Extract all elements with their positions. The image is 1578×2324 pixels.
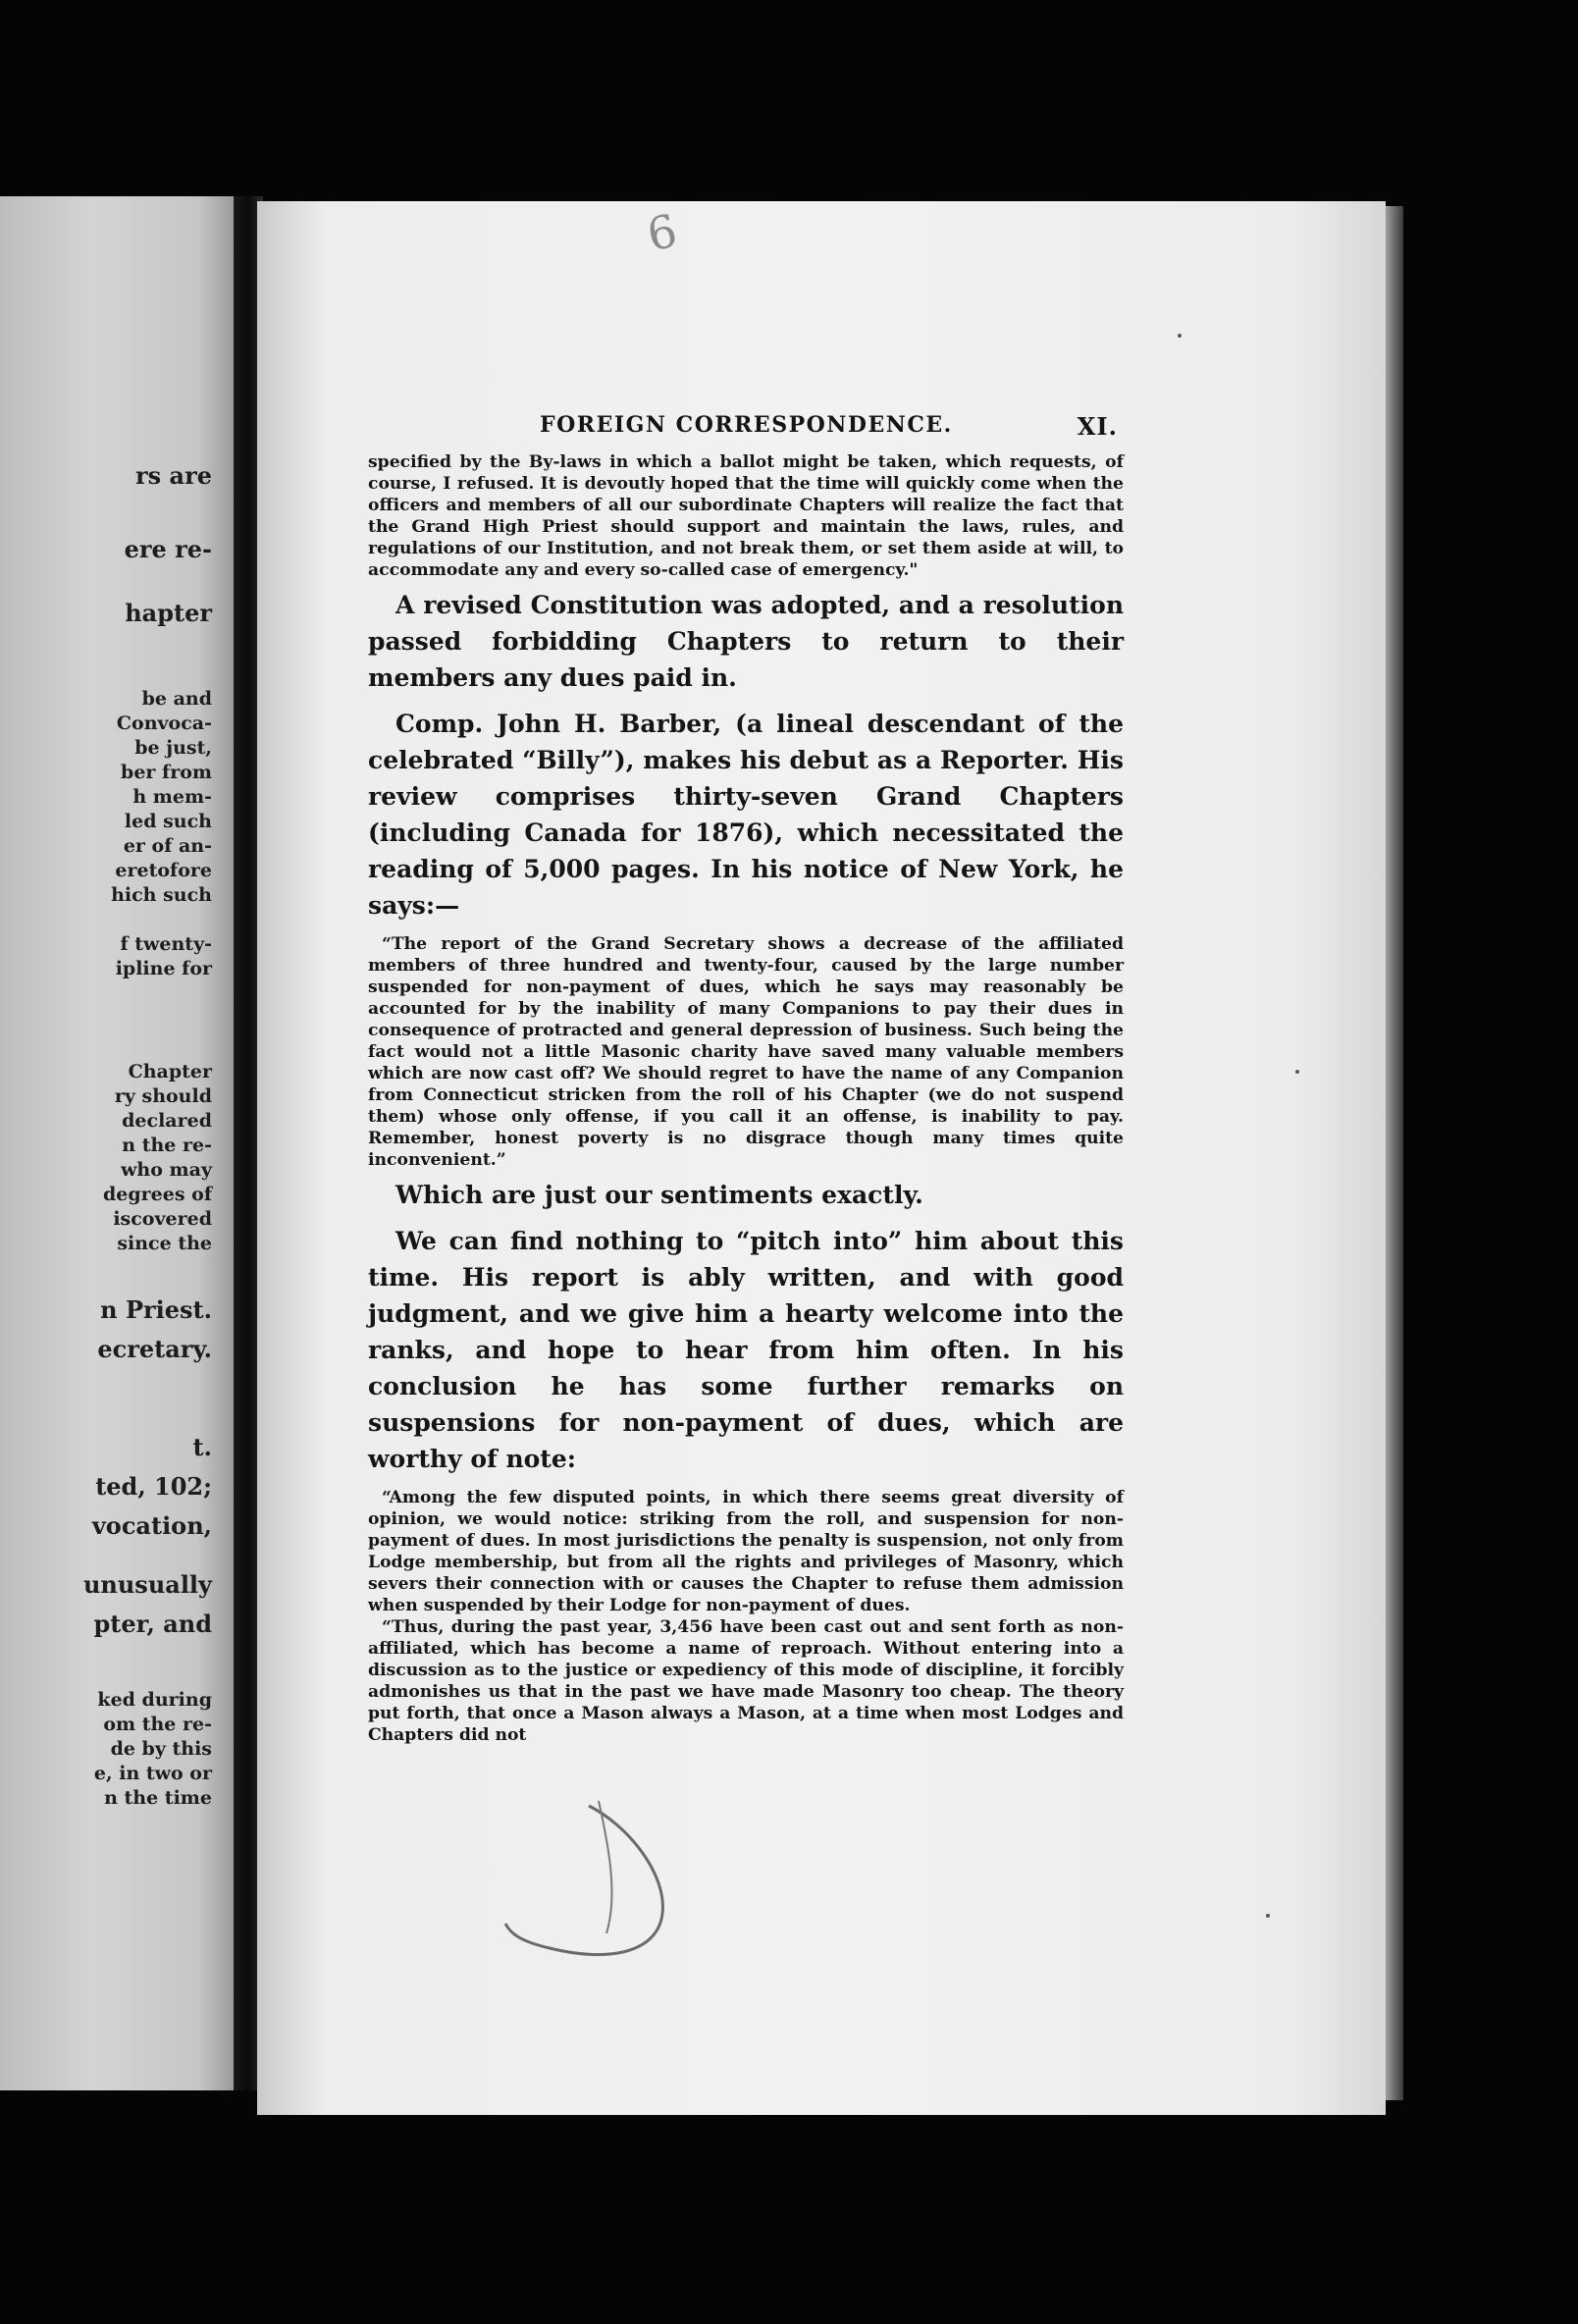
quote-suspensions <box>368 1487 1124 1746</box>
quote-suspensions-text-2: “Thus, during the past year, 3,456 have been cast out and sent forth as non-affiliated, which has become a name of reproach. Without entering into a discussion as to the justice or expediency of this mode of discipline, it forcibly admonishes us that in the past we have made Masonry too cheap. The theory put forth, that once a Mason always a Mason, at a time when most Lodges and Chapters did not <box>368 1617 1124 1745</box>
paper-speck <box>1266 1914 1270 1918</box>
left-page-line: de by this <box>110 1738 212 1760</box>
left-page-line: degrees of <box>102 1184 212 1205</box>
page-content <box>368 412 1124 1750</box>
left-page-line: hapter <box>125 599 212 627</box>
left-page-line: n Priest. <box>100 1295 212 1324</box>
left-page-line: e, in two or <box>93 1763 212 1784</box>
left-page-line: Convoca- <box>116 713 212 734</box>
left-page-line: unusually <box>82 1570 212 1599</box>
left-page-line: er of an- <box>123 835 212 857</box>
left-page-line: who may <box>121 1159 212 1181</box>
left-page-line: ipline for <box>115 958 212 979</box>
paragraph-constitution: A revised Constitution was adopted, and a resolution passed forbidding Chapters to return to their members any dues paid in. <box>368 591 1124 692</box>
quote-new-york-text: “The report of the Grand Secretary shows a decrease of the affiliated members of three hundred and twenty-four, caused by the large number suspended for non-payment of dues, which he says may reasonably be accounted for by the inability of many Companions to pay their dues in consequence of protracted and general depression of business. Such being the fact would not a little Masonic charity have saved many valuable members which are now cast off? We should regret to have the name of any Companion from Connecticut stricken from the roll of his Chapter (we do not suspend them) whose only offense, if you call it an offense, is inability to pay. Remember, honest poverty is no disgrace though many times quite inconvenient.” <box>368 934 1124 1170</box>
left-page-line: ber from <box>121 762 212 783</box>
left-page-line: rs are <box>135 461 212 490</box>
left-page-line: ry should <box>114 1085 212 1107</box>
left-page-line: led such <box>124 811 212 832</box>
paragraph-barber: Comp. John H. Barber, (a lineal descendant of the celebrated “Billy”), makes his debut as a Reporter. His review comprises thirty-seven Grand Chapters (including Canada for 1876), which necessitated the reading of 5,000 pages. In his notice of New York, he says:— <box>368 710 1124 920</box>
left-page-line: iscovered <box>113 1208 212 1230</box>
left-page-line: ecretary. <box>97 1335 212 1363</box>
running-title: FOREIGN CORRESPONDENCE. <box>540 412 953 438</box>
left-page-line: n the re- <box>122 1135 212 1156</box>
paragraph-sentiments: Which are just our sentiments exactly. <box>395 1181 923 1209</box>
left-page-line: f twenty- <box>120 933 212 955</box>
paragraph-pitch-into: We can find nothing to “pitch into” him about this time. His report is ably written, and with good judgment, and we give him a hearty welcome into the ranks, and hope to hear from him often. In his conclusion he has some further remarks on suspensions for non-payment of dues, which are worthy of note: <box>368 1227 1124 1473</box>
left-page-fragment <box>0 196 234 2090</box>
left-page-line: ere re- <box>124 535 212 563</box>
left-page-line: om the re- <box>103 1714 212 1735</box>
left-page-line: hich such <box>111 884 212 906</box>
paper-speck <box>1178 334 1182 338</box>
pencil-note: 6 <box>642 203 682 262</box>
opening-quote: specified by the By-laws in which a ballot might be taken, which requests, of course, I refused. It is devoutly hoped that the time will quickly come when the officers and members of all our subordinate Chapters will realize the fact that the Grand High Priest should support and maintain the laws, rules, and regulations of our Institution, and not break them, or set them aside at will, to accommodate any and every so-called case of emergency." <box>368 452 1124 580</box>
left-page-text <box>0 196 234 2090</box>
left-page-line: be and <box>141 688 212 710</box>
running-head <box>368 412 1124 448</box>
left-page-line: n the time <box>104 1787 212 1809</box>
pencil-scribble <box>491 1786 716 1973</box>
page-edge <box>1386 206 1403 2100</box>
left-page-line: declared <box>122 1110 212 1132</box>
left-page-line: ked during <box>97 1689 212 1711</box>
left-page-line: vocation, <box>91 1511 212 1540</box>
left-page-line: eretofore <box>115 860 212 881</box>
left-page-line: since the <box>117 1233 212 1254</box>
quote-new-york <box>368 933 1124 1171</box>
left-page-line: h mem- <box>132 786 212 808</box>
quote-suspensions-text-1: “Among the few disputed points, in which there seems great diversity of opinion, we would notice: striking from the roll, and suspension for non-payment of dues. In most jurisdictions the penalty is suspension, not only from Lodge membership, but from all the rights and privileges of Masonry, which severs their connection with or causes the Chapter to refuse them admission when suspended by their Lodge for non-payment of dues. <box>368 1488 1124 1615</box>
left-page-line: ted, 102; <box>95 1472 212 1501</box>
left-page-line: pter, and <box>93 1610 212 1638</box>
page-number: XI. <box>1077 412 1118 441</box>
left-page-line: t. <box>192 1433 212 1461</box>
left-page-line: be just, <box>134 737 212 759</box>
left-page-line: Chapter <box>128 1061 212 1083</box>
paper-speck <box>1295 1070 1299 1074</box>
